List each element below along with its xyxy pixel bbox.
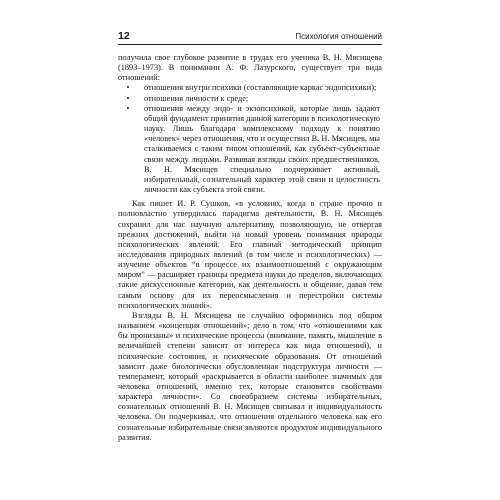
relations-list	[118, 83, 382, 195]
paragraph-sushkov-quote: Как пишет И. Р. Сушков, «в условиях, когда в стране прочно и полновластно утвердилась парадигма деятельности, В. Н. Мясищев сохранил для нас научную альтернативу, позволяющую, не отвергая прежних достижений, выйти на новый уровень понимания природы психологических явлений. Его главный методический принцип исследования природных явлений (в том числе и психологических) — изучение объектов “в процессе их взаимоотношений с окружающим миром” — расширяет границы предмета науки до пределов, включающих такие дискуссионные категории, как деятельность и общение, давая тем самым основу для их переосмысления и перестройки системы психологических знаний».	[118, 199, 382, 310]
bullet-icon: •	[126, 83, 130, 93]
list-item-text: отношения внутри психики (составляющие каркас эндопсихики);	[144, 83, 377, 93]
header-rule	[118, 44, 382, 45]
intro-paragraph: получила свое глубокое развитие в трудах его ученика В. Н. Мясищева (1893–1973). В понимании А. Ф. Лазурского, существует три вида отношений:	[118, 53, 382, 83]
page-number: 12	[118, 30, 130, 42]
list-item	[118, 104, 382, 195]
paragraph-relations-concept: Взгляды В. Н. Мясищева не случайно оформились под общим названием «концепция отношений»; дело в том, что «отношениями как бы пронизаны» и психические процессы (внимание, память, мышление в величайшей степени зависят от интереса как вида отношений), и психические состояния, и психические образования. От отношений зависит даже биологически обусловленная подструктура личности — темперамент, который «раскрывается в области наиболее значимых для человека отношений, именно тех, которые становятся свойствами характера личности». Со своеобразием системы избирательных, сознательных отношений В. Н. Мясищев связывал и индивидуальность человека. Он подчеркивал, что отношения отдельного человека как его сознательные избирательные связи являются продуктом индивидуального развития.	[118, 310, 382, 442]
page-header	[118, 28, 382, 42]
body-text	[118, 53, 382, 443]
list-item-text: отношения между эндо- и экзопсихикой, которые лишь задают общий фундамент принятия данной категории в психологическую науку. Лишь благодаря комплексному подходу к понятию «человек» через отношения, что и осуществил В. Н. Мясищев, мы сталкиваемся с таким типом отношений, как субъект-субъектные связи между людьми. Развивая взгляды своих предшественников, В. Н. Мясищев специально подчеркивает активный, избирательный, сознательный характер этой связи и целостность личности как субъекта этой связи.	[144, 103, 380, 195]
list-item	[118, 94, 382, 104]
bullet-icon: •	[126, 103, 130, 113]
bullet-icon: •	[126, 93, 130, 103]
list-item-text: отношения личности к среде;	[144, 93, 249, 103]
list-item	[118, 83, 382, 93]
running-head: Психология отношений	[295, 32, 382, 41]
